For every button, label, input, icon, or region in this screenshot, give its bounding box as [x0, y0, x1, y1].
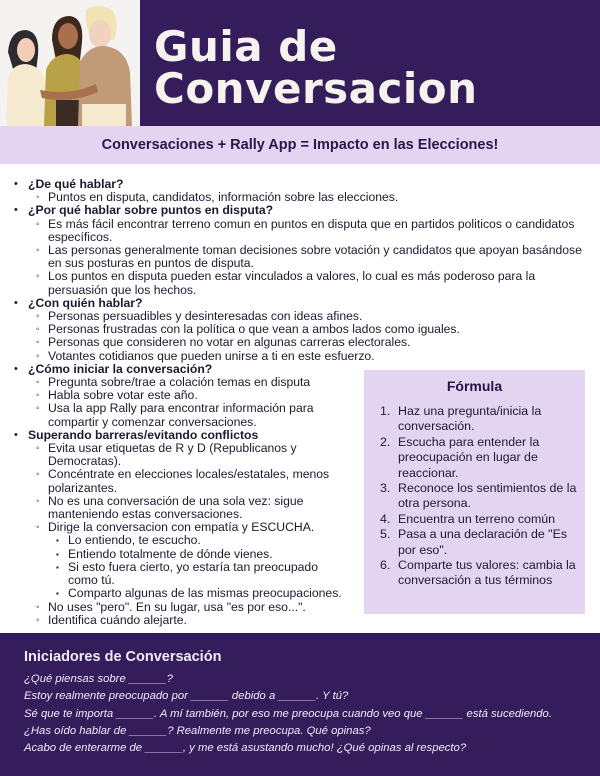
list-item: ◦ Pregunta sobre/trae a colación temas en disputa [28, 376, 344, 389]
starter-line: Sé que te importa ______. A mí también, por eso me preocupa cuando veo que ______ está sucediendo. [24, 707, 552, 720]
empathy-phrase: ▪ Entiendo totalmente de dónde vienes. [48, 548, 344, 561]
tagline-bar [0, 126, 600, 164]
empathy-phrase: ▪ Si esto fuera cierto, yo estaría tan preocupado como tú. [48, 561, 344, 587]
starters-list [24, 671, 584, 757]
list-item: ◦ Puntos en disputa, candidatos, información sobre las elecciones. [28, 191, 594, 204]
list-item: ◦ No uses "pero". En su lugar, usa "es por eso...". [28, 601, 344, 614]
list-item: ◦ Las personas generalmente toman decisiones sobre votación y candidatos que apoyan basándose en sus posturas en puntos de disputa. [28, 244, 594, 270]
step-text: Pasa a una declaración de "Es por eso". [398, 527, 568, 557]
list-item: ◦ Personas frustradas con la política o que vean a ambos lados como iguales. [28, 323, 594, 336]
title-line-1: Guia de [154, 22, 338, 71]
step-text: Haz una pregunta/inicia la conversación. [398, 404, 542, 434]
formula-step [380, 435, 580, 481]
people-hug-icon [0, 0, 138, 126]
section-how-to-start [14, 363, 344, 429]
formula-step [380, 404, 580, 435]
title-line-2: Conversacion [154, 64, 478, 113]
list-item: ◦ Personas persuadibles y desinteresadas con ideas afines. [28, 310, 594, 323]
list-item: ◦ No es una conversación de una sola vez: sigue manteniendo estas conversaciones. [28, 495, 344, 521]
conversation-starters-panel [0, 633, 600, 776]
section-why-issues [14, 204, 594, 296]
section-title: • Superando barreras/evitando conflictos [28, 427, 259, 442]
header-banner [0, 0, 600, 126]
empathy-phrase: ▪ Lo entiendo, te escucho. [48, 534, 344, 547]
formula-box [364, 370, 585, 614]
list-item: ◦ Los puntos en disputa pueden estar vinculados a valores, lo cual es más poderoso para la persuasión que los hechos. [28, 270, 594, 296]
section-what-to-talk [14, 178, 594, 204]
empathy-phrase: ▪ Comparto algunas de las mismas preocupaciones. [48, 587, 344, 600]
list-item: ◦ Usa la app Rally para encontrar información para compartir y comenzar conversaciones. [28, 402, 344, 428]
list-item: ◦ Concéntrate en elecciones locales/estatales, menos polarizantes. [28, 468, 344, 494]
step-number: 4. [380, 511, 391, 526]
list-item-text: Dirige la conversacion con empatía y ESCUCHA. [48, 520, 315, 535]
section-title: • ¿De qué hablar? [28, 177, 124, 191]
step-text: Reconoce los sentimientos de la otra persona. [398, 481, 577, 511]
people-illustration [0, 0, 138, 126]
list-item: ◦ Es más fácil encontrar terreno comun en puntos en disputa que en partidos politicos o candidatos específicos. [28, 218, 594, 244]
step-number: 6. [380, 558, 391, 573]
starter-line: ¿Has oído hablar de ______? Realmente me preocupa. Qué opinas? [24, 724, 371, 737]
formula-step [380, 512, 580, 527]
section-title: • ¿Con quién hablar? [28, 295, 143, 310]
formula-step [380, 558, 580, 589]
step-text: Comparte tus valores: cambia la conversación a tus términos [398, 558, 576, 588]
step-number: 5. [380, 527, 391, 542]
list-item: ◦ Personas que consideren no votar en algunas carreras electorales. [28, 336, 594, 349]
starter-line: Estoy realmente preocupado por ______ debido a ______. Y tú? [24, 690, 349, 703]
formula-step [380, 481, 580, 512]
starter-line: ¿Qué piensas sobre ______? [24, 673, 173, 685]
step-number: 2. [380, 434, 391, 449]
step-number: 3. [380, 481, 391, 496]
section-title: • ¿Por qué hablar sobre puntos en disputa? [28, 203, 274, 218]
formula-steps [380, 404, 580, 589]
formula-title: Fórmula [446, 378, 503, 394]
section-overcoming-barriers [14, 429, 344, 627]
list-item: ◦ Votantes cotidianos que pueden unirse a ti en este esfuerzo. [28, 350, 594, 363]
list-item: ◦ Identifica cuándo alejarte. [28, 614, 344, 627]
step-text: Encuentra un terreno común [398, 511, 556, 526]
step-number: 1. [380, 404, 391, 418]
step-text: Escucha para entender la preocupación en lugar de reaccionar. [398, 434, 540, 480]
section-title: • ¿Cómo iniciar la conversación? [28, 361, 213, 376]
page-title [154, 22, 478, 113]
section-who-to-talk [14, 297, 594, 363]
list-item: ◦ Evita usar etiquetas de R y D (Republicanos y Democratas). [28, 442, 344, 468]
formula-step [380, 527, 580, 558]
starters-title: Iniciadores de Conversación [24, 649, 222, 665]
list-item: ◦ Habla sobre votar este año. [28, 389, 344, 402]
starter-line: Acabo de enterarme de ______, y me está asustando mucho! ¿Qué opinas al respecto? [24, 742, 467, 755]
tagline: Conversaciones + Rally App = Impacto en las Elecciones! [101, 137, 499, 153]
list-item [28, 521, 344, 600]
